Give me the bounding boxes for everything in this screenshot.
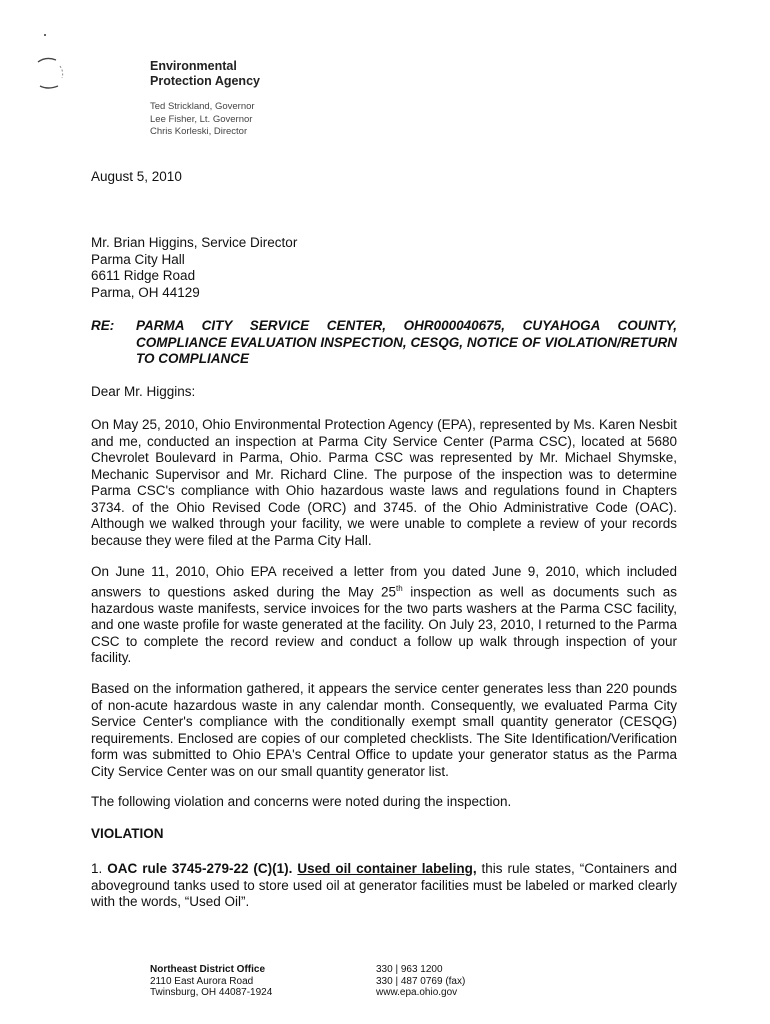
paragraph-records-letter (91, 564, 677, 667)
ohio-epa-logo (34, 52, 66, 94)
agency-line-2: Protection Agency (150, 74, 260, 88)
paragraph-violation-intro: The following violation and concerns were noted during the inspection. (91, 794, 512, 809)
footer-office-name: Northeast District Office (150, 964, 266, 975)
agency-line-1: Environmental (150, 59, 237, 73)
paragraph-inspection: On May 25, 2010, Ohio Environmental Protection Agency (EPA), represented by Ms. Karen Nesbit and me, conducted an inspection at Parma City Service Center (Parma CSC), located at 5680 Chevrolet Boulevard in Parma, Ohio. Parma CSC was represented by Mr. Michael Shymske, Mechanic Supervisor and Mr. Richard Cline. The purpose of the inspection was to determine Parma CSC's compliance with Ohio hazardous waste laws and regulations found in Chapters 3734. of the Ohio Revised Code (ORC) and 3745. of the Ohio Administrative Code (OAC). Although we walked through your facility, we were unable to complete a review of your records because they were filed at the Parma City Hall. (91, 417, 677, 548)
scan-speck (44, 34, 46, 36)
recipient-street: 6611 Ridge Road (91, 268, 196, 283)
violation-title-comma: , (472, 861, 477, 876)
letter-date: August 5, 2010 (91, 169, 182, 184)
footer-office (150, 964, 272, 999)
violation-rule: OAC rule 3745-279-22 (C)(1). (107, 861, 293, 876)
official-director: Chris Korleski, Director (150, 126, 248, 137)
footer-phone: 330 | 963 1200 (376, 964, 443, 975)
violation-number: 1. (91, 861, 103, 876)
recipient-address (91, 235, 297, 301)
subject-label: RE: (91, 318, 115, 333)
officials-list (150, 101, 255, 139)
subject-text: PARMA CITY SERVICE CENTER, OHR000040675, CUYAHOGA COUNTY, COMPLIANCE EVALUATION INSPECTION, CESQG, NOTICE OF VIOLATION/RETURN TO COMPLIANCE (136, 318, 677, 366)
subject-line (91, 318, 677, 368)
paragraph-records-letter-part1: On June 11, 2010, Ohio EPA received a letter from you dated June 9, 2010, which included answers to questions asked during the May 25 (91, 564, 677, 599)
recipient-name: Mr. Brian Higgins, Service Director (91, 235, 298, 250)
footer-fax: 330 | 487 0769 (fax) (376, 975, 466, 987)
paragraph-cesqg-status: Based on the information gathered, it appears the service center generates less than 220 pounds of non-acute hazardous waste in any calendar month. Consequently, we evaluated Parma City Service Center's compliance with the conditionally exempt small quantity generator (CESQG) requirements. Enclosed are copies of our completed checklists. The Site Identification/Verification form was submitted to Ohio EPA's Central Office to update your generator status as the Parma City Service Center was on our small quantity generator list. (91, 681, 677, 779)
violation-text: this rule states, “Containers and aboveground tanks used to store used oil at generator facilities must be labeled or marked clearly with the words, “Used Oil”. (91, 861, 677, 909)
official-lt-governor: Lee Fisher, Lt. Governor (150, 113, 253, 125)
salutation: Dear Mr. Higgins: (91, 384, 196, 399)
violation-item (91, 861, 677, 911)
recipient-city: Parma, OH 44129 (91, 284, 200, 300)
recipient-office: Parma City Hall (91, 251, 185, 267)
footer-contact (376, 964, 465, 999)
paragraph-records-letter-part2: inspection as well as documents such as hazardous waste manifests, service invoices for the two parts washers at the Parma CSC facility, and one waste profile for waste generated at the facility. On July 23, 2010, I returned to the Parma CSC to complete the record review and conduct a follow up walk through inspection of your facility. (91, 584, 677, 665)
footer-street: 2110 East Aurora Road (150, 975, 254, 987)
violation-heading: VIOLATION (91, 826, 164, 841)
agency-name (150, 59, 260, 89)
footer-website: www.epa.ohio.gov (376, 987, 458, 998)
ordinal-suffix: th (396, 583, 403, 593)
footer-city: Twinsburg, OH 44087-1924 (150, 987, 273, 998)
violation-title: Used oil container labeling (297, 861, 473, 876)
official-governor: Ted Strickland, Governor (150, 101, 255, 112)
